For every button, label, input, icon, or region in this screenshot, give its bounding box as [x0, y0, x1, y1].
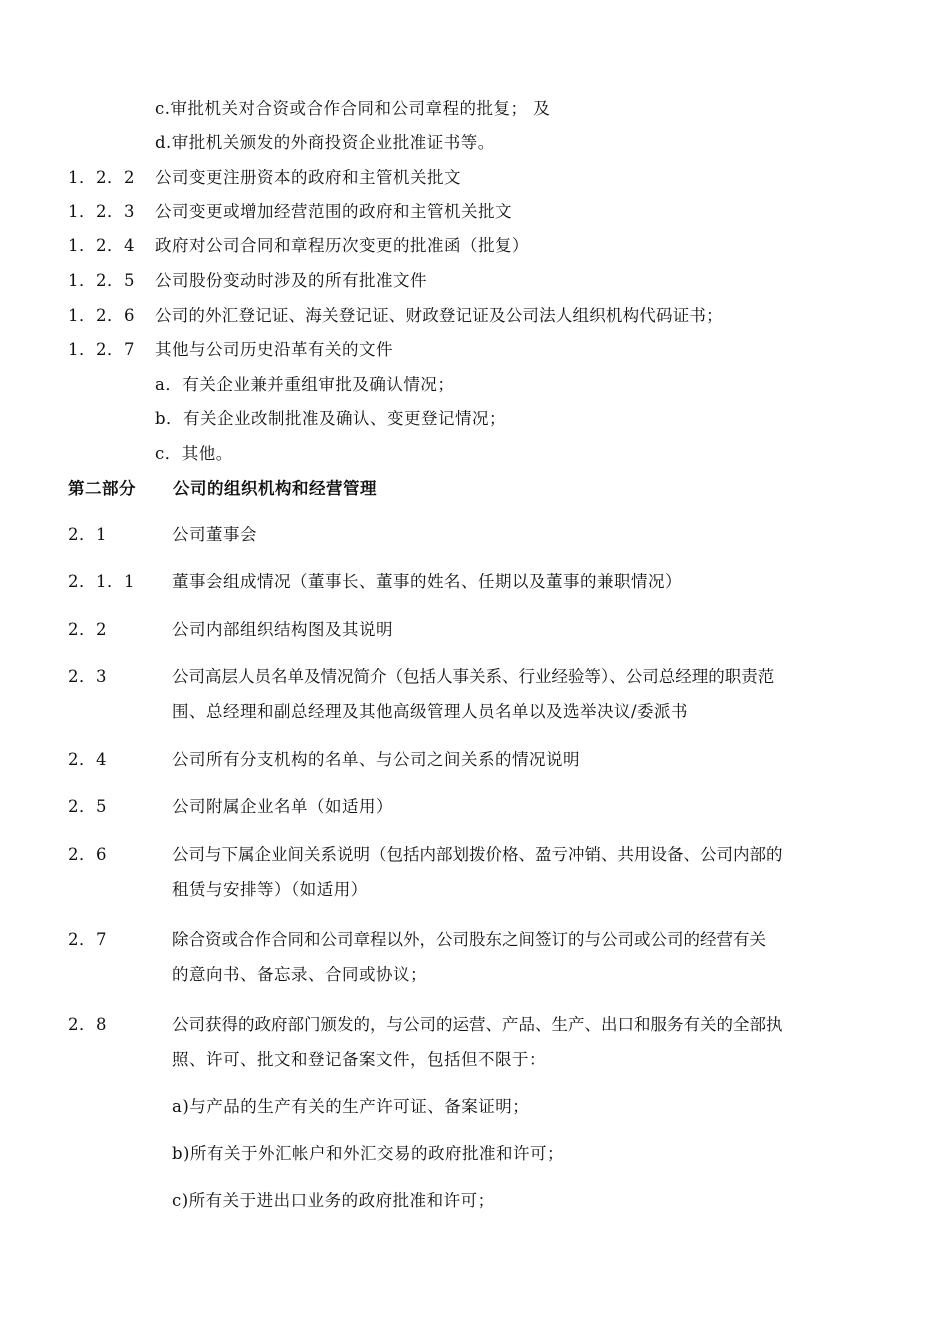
item-text: 公司高层人员名单及情况简介（包括人事关系、行业经验等）、公司总经理的职责范: [172, 667, 775, 686]
item-number: 2．2: [68, 620, 107, 639]
item-number: 1．2．5: [68, 271, 135, 290]
item-text: 董事会组成情况（董事长、董事的姓名、任期以及董事的兼职情况）: [172, 572, 682, 591]
item-text: 公司所有分支机构的名单、与公司之间关系的情况说明: [172, 750, 580, 769]
item-text: 公司附属企业名单（如适用）: [172, 797, 393, 816]
item-number: 1．2．3: [68, 202, 135, 221]
item-text: 政府对公司合同和章程历次变更的批准函（批复）: [155, 236, 529, 255]
item-text: 公司与下属企业间关系说明（包括内部划拨价格、盈亏冲销、共用设备、公司内部的: [172, 845, 783, 864]
item-text-continued: 的意向书、备忘录、合同或协议；: [172, 965, 427, 984]
item-text-continued: 围、总经理和副总经理及其他高级管理人员名单以及选举决议/委派书: [172, 702, 689, 721]
item-number: 1．2．4: [68, 236, 135, 255]
sub-item-c-approval: c.审批机关对合资或合作合同和公司章程的批复； 及: [155, 99, 551, 118]
item-number: 2．5: [68, 797, 107, 816]
section-heading-title: 公司的组织机构和经营管理: [173, 479, 377, 498]
sub-item-a-production-license: a)与产品的生产有关的生产许可证、备案证明；: [172, 1097, 530, 1116]
sub-item-b: b．有关企业改制批准及确认、变更登记情况；: [155, 409, 507, 428]
item-number: 2．4: [68, 750, 107, 769]
item-text: 公司变更注册资本的政府和主管机关批文: [155, 168, 461, 187]
item-number: 2．3: [68, 667, 107, 686]
item-text-continued: 照、许可、批文和登记备案文件，包括但不限于：: [172, 1050, 546, 1069]
sub-item-b-forex-approval: b)所有关于外汇帐户和外汇交易的政府批准和许可；: [172, 1144, 564, 1163]
item-number: 1．2．2: [68, 168, 135, 187]
item-text: 公司获得的政府部门颁发的，与公司的运营、产品、生产、出口和服务有关的全部执: [172, 1015, 783, 1034]
sub-item-c-import-export-approval: c)所有关于进出口业务的政府批准和许可；: [172, 1191, 495, 1210]
item-text: 公司内部组织结构图及其说明: [172, 620, 393, 639]
item-text-continued: 租赁与安排等）（如适用）: [172, 880, 368, 899]
item-text: 其他与公司历史沿革有关的文件: [155, 340, 393, 359]
item-text: 除合资或合作合同和公司章程以外，公司股东之间签订的与公司或公司的经营有关: [172, 930, 766, 949]
item-number: 2．1: [68, 525, 107, 544]
item-number: 2．8: [68, 1015, 107, 1034]
item-number: 1．2．7: [68, 340, 135, 359]
item-text: 公司董事会: [172, 525, 257, 544]
item-text: 公司股份变动时涉及的所有批准文件: [155, 271, 427, 290]
item-text: 公司变更或增加经营范围的政府和主管机关批文: [155, 202, 512, 221]
sub-item-d-certificate: d.审批机关颁发的外商投资企业批准证书等。: [155, 133, 495, 152]
item-number: 2．7: [68, 930, 107, 949]
sub-item-a: a．有关企业兼并重组审批及确认情况；: [155, 375, 455, 394]
section-heading-label: 第二部分: [68, 479, 136, 498]
item-number: 1．2．6: [68, 306, 135, 325]
item-number: 2．1．1: [68, 572, 135, 591]
sub-item-c: c．其他。: [155, 444, 233, 463]
item-text: 公司的外汇登记证、海关登记证、财政登记证及公司法人组织机构代码证书；: [155, 306, 723, 325]
item-number: 2．6: [68, 845, 107, 864]
